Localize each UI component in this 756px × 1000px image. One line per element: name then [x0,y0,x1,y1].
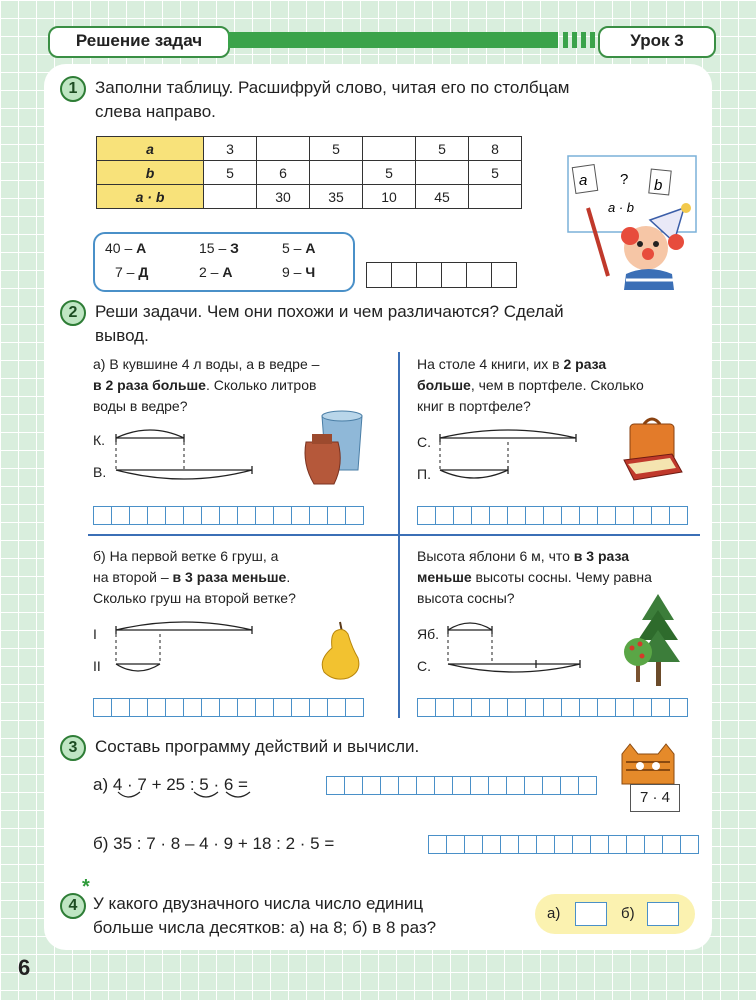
key-letter: А [136,240,147,256]
problem-a2-line2 [417,375,644,396]
table-cell[interactable]: 3 [204,137,257,161]
problem-b1-dot: . [286,569,291,585]
cat-icon [612,742,684,786]
task2-text-line2: вывод. [95,326,149,345]
key-letter: Ч [305,264,316,280]
problem-a2-line3: книг в портфеле? [417,398,531,414]
segment-diagram-b1 [110,618,260,682]
diagram-label-v: В. [93,464,107,480]
poster-ab: a · b [608,200,635,215]
table-row [97,137,522,161]
key-item [199,264,232,280]
answer-b-box[interactable] [647,902,679,926]
table-cell[interactable]: 5 [416,137,469,161]
header-stripe-tick [572,32,577,48]
answer-a-box[interactable] [575,902,607,926]
books-briefcase-icon [620,414,688,486]
tree-icon [618,590,686,690]
poster-a: a [579,172,588,189]
cipher-key-box [93,232,355,292]
answer-cells-a2[interactable] [417,506,688,525]
table-cell[interactable]: 10 [363,185,416,209]
problem-b1-line1: б) На первой ветке 6 груш, а [93,548,279,564]
table-cell[interactable]: 8 [469,137,522,161]
table-head-a: a [97,137,204,161]
task-number-2: 2 [60,300,86,326]
task1-text-line2: слева направо. [95,102,216,121]
header-stripe [228,32,558,48]
key-letter: З [230,240,239,256]
table-cell[interactable]: 5 [469,161,522,185]
diagram-label-ii: II [93,658,101,674]
answer-cells-b2[interactable] [417,698,688,717]
divider-horizontal [88,534,700,536]
task1-table [96,136,522,209]
page-number: 6 [18,955,31,980]
answer-cells-3b[interactable] [428,835,699,854]
diagram-label-k: К. [93,432,106,448]
key-num: 7 – [115,264,135,280]
problem-b1-line3: Сколько груш на второй ветке? [93,590,296,606]
table-row [97,161,522,185]
problem-a1-line3: воды в ведре? [93,398,188,414]
table-cell[interactable]: 5 [310,137,363,161]
table-cell[interactable] [363,137,416,161]
key-item [282,264,315,280]
problem-a2-bold1: 2 раза [563,356,607,372]
problem-b2-bold1: в 3 раза [573,548,630,564]
task3-expression-b: б) 35 : 7 · 8 – 4 · 9 + 18 : 2 · 5 = [93,834,335,853]
poster-b: b [654,177,663,194]
problem-a1-line1: а) В кувшине 4 л воды, а в ведре – [93,356,320,372]
clown-illustration [564,150,704,290]
section-title: Решение задач [48,26,230,58]
task2-text-line1: Реши задачи. Чем они похожи и чем различаются? Сделай [95,302,564,321]
answer-b-label: б) [621,905,635,922]
table-cell[interactable] [416,161,469,185]
key-letter: А [305,240,316,256]
poster-question: ? [620,171,629,188]
problem-a1-line2 [93,375,316,396]
problem-a2-start: На столе 4 книги, их в [417,356,564,372]
lesson-title: Урок 3 [598,26,716,58]
diagram-label-s2: С. [417,658,431,674]
table-cell[interactable]: 5 [363,161,416,185]
problem-b2-start: Высота яблони 6 м, что [417,548,574,564]
table-cell[interactable]: 35 [310,185,363,209]
problem-b2-rest: высоты сосны. Чему равна [471,569,652,585]
task-number-4: 4 [60,893,86,919]
diagram-label-i: I [93,626,97,642]
task4-line2: больше числа десятков: а) на 8; б) в 8 раз? [93,918,437,937]
task-number-3: 3 [60,735,86,761]
task1-text-line1: Заполни таблицу. Расшифруй слово, читая его по столбцам [95,78,570,97]
star-mark: * [82,876,90,898]
problem-b2-line2 [417,567,652,588]
answer-cells-3a[interactable] [326,776,597,795]
answer-cells-a1[interactable] [93,506,364,525]
problem-b1-bold: в 3 раза меньше [172,569,287,585]
key-item [199,240,239,256]
key-letter: Д [138,264,149,280]
jug-bucket-icon [300,408,372,490]
problem-a2-rest: , чем в портфеле. Сколько [470,377,644,393]
key-item [282,240,315,256]
cat-card: 7 · 4 [630,784,680,812]
table-head-b: b [97,161,204,185]
table-cell[interactable] [310,161,363,185]
task4-line1: У какого двузначного числа число единиц [93,894,424,913]
key-item [105,240,146,256]
problem-b2-line3: высота сосны? [417,590,515,606]
table-cell[interactable]: 6 [257,161,310,185]
problem-a2-line1 [417,354,606,375]
problem-b1-line2 [93,567,290,588]
answer-word-cells[interactable] [366,262,517,288]
key-letter: А [222,264,233,280]
answer-cells-b1[interactable] [93,698,364,717]
order-arcs [114,790,284,804]
problem-b2-bold2: меньше [417,569,472,585]
answer-a-label: а) [547,905,561,922]
problem-b2-line1 [417,546,629,567]
segment-diagram-a2 [434,426,584,490]
task3-expression-a: а) 4 · 7 + 25 : 5 · 6 = [93,775,248,794]
table-head-ab: a · b [97,185,204,209]
table-cell[interactable] [204,185,257,209]
task3-text: Составь программу действий и вычисли. [95,737,420,756]
problem-a1-bold: в 2 раза больше [93,377,206,393]
diagram-label-yab: Яб. [417,626,440,642]
table-cell[interactable]: 45 [416,185,469,209]
key-num: 9 – [282,264,302,280]
problem-a2-bold2: больше [417,377,471,393]
problem-b1-start: на второй – [93,569,173,585]
header-stripe-tick [563,32,568,48]
diagram-label-s: С. [417,434,431,450]
key-num: 15 – [199,240,227,256]
answer-panel [535,894,695,934]
table-cell[interactable]: 30 [257,185,310,209]
problem-a1-rest: . Сколько литров [205,377,317,393]
table-cell[interactable]: 5 [204,161,257,185]
header-stripe-tick [581,32,586,48]
key-num: 2 – [199,264,219,280]
pear-icon [312,618,368,682]
key-num: 5 – [282,240,302,256]
key-item [115,264,148,280]
table-cell[interactable] [469,185,522,209]
table-cell[interactable] [257,137,310,161]
table-row [97,185,522,209]
segment-diagram-a1 [110,426,260,490]
segment-diagram-b2 [442,618,592,682]
header-stripe-tick [590,32,595,48]
diagram-label-p: П. [417,466,431,482]
key-num: 40 – [105,240,133,256]
task-number-1: 1 [60,76,86,102]
